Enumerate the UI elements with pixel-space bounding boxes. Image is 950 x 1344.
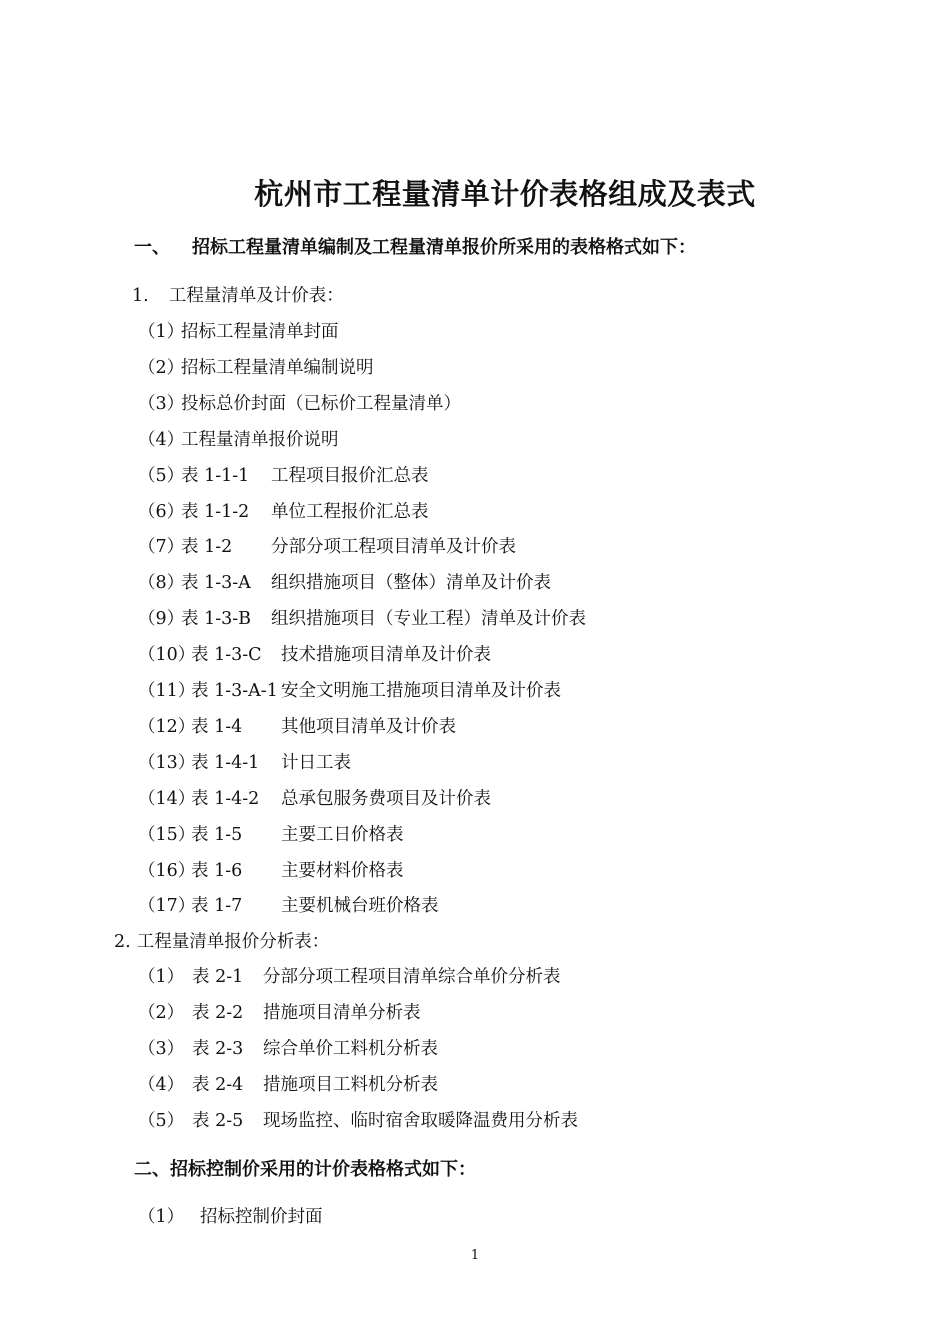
section-1-heading-text: 招标工程量清单编制及工程量清单报价所采用的表格格式如下： (192, 237, 696, 258)
item-name: 计日工表 (281, 752, 351, 773)
item-name: 现场监控、临时宿舍取暖降温费用分析表 (263, 1110, 578, 1131)
item-code: 表 2-3 (192, 1038, 244, 1059)
item-name: 技术措施项目清单及计价表 (281, 645, 491, 666)
subsection-1-heading (132, 282, 344, 307)
item-code: 表 2-1 (192, 967, 244, 987)
item-code: 表 1-3-C (191, 645, 262, 666)
list-item (138, 1035, 438, 1060)
list-item (138, 713, 456, 738)
page-number: 1 (470, 1248, 480, 1263)
section-1-heading (134, 233, 696, 259)
item-number: （9） (138, 609, 185, 630)
item-name: 分部分项工程项目清单及计价表 (271, 537, 516, 558)
item-number: （12） (138, 716, 196, 737)
item-code: 表 1-6 (191, 860, 243, 881)
item-name: 措施项目清单分析表 (263, 1002, 421, 1023)
list-item (138, 1071, 438, 1096)
item-code: 表 1-1-1 (181, 465, 250, 486)
list-item (138, 857, 404, 882)
item-number: （16） (138, 860, 196, 881)
list-item (138, 749, 351, 774)
item-code: 表 1-3-A-1 (191, 681, 278, 701)
subsection-1-num: 1. (132, 286, 149, 306)
item-code: 表 1-5 (191, 824, 243, 845)
item-name: 组织措施项目（专业工程）清单及计价表 (271, 609, 586, 630)
list-item (138, 999, 421, 1024)
list-item (138, 1203, 323, 1228)
item-name: 安全文明施工措施项目清单及计价表 (281, 681, 561, 701)
list-item (138, 1107, 578, 1132)
item-number: （7） (138, 537, 185, 558)
item-number: （14） (138, 788, 196, 809)
item-name: 工程量清单报价说明 (181, 429, 339, 450)
subsection-2-heading (114, 928, 329, 953)
item-name: 主要工日价格表 (281, 824, 404, 845)
item-name: 招标工程量清单编制说明 (181, 357, 374, 378)
item-code: 表 1-2 (181, 537, 233, 558)
item-number: （1） (138, 322, 185, 342)
item-name: 单位工程报价汇总表 (271, 501, 429, 522)
item-number: （13） (138, 752, 196, 773)
item-number: （15） (138, 824, 196, 845)
item-number: （2） (138, 1002, 185, 1023)
document-title: 杭州市工程量清单计价表格组成及表式 (254, 177, 756, 211)
item-name: 招标工程量清单封面 (181, 322, 339, 342)
item-number: （3） (138, 1038, 185, 1059)
item-name: 主要机械台班价格表 (281, 896, 439, 917)
item-number: （4） (138, 1074, 185, 1095)
item-name: 主要材料价格表 (281, 860, 404, 881)
list-item (138, 892, 439, 917)
item-name: 招标控制价封面 (200, 1207, 323, 1227)
item-number: （3） (138, 393, 185, 414)
item-code: 表 1-1-2 (181, 501, 250, 522)
list-item (138, 677, 561, 702)
list-item (138, 641, 491, 666)
item-code: 表 2-4 (192, 1074, 244, 1095)
item-number: （11） (138, 681, 196, 701)
list-item (138, 354, 374, 379)
item-code: 表 2-2 (192, 1002, 244, 1023)
item-name: 投标总价封面（已标价工程量清单） (181, 393, 461, 414)
item-code: 表 1-3-B (181, 609, 252, 630)
list-item (138, 785, 491, 810)
list-item (138, 963, 561, 988)
list-item (138, 390, 461, 415)
item-number: （5） (138, 465, 185, 486)
list-item (138, 498, 429, 523)
item-number: （8） (138, 573, 185, 594)
section-1-heading-num: 一、 (134, 237, 170, 258)
item-name: 工程项目报价汇总表 (271, 465, 429, 486)
item-code: 表 1-7 (191, 896, 243, 917)
item-name: 其他项目清单及计价表 (281, 716, 456, 737)
item-name: 分部分项工程项目清单综合单价分析表 (263, 967, 561, 987)
item-code: 表 1-4-2 (191, 788, 260, 809)
subsection-2-label: 工程量清单报价分析表： (136, 932, 330, 952)
item-name: 总承包服务费项目及计价表 (281, 788, 491, 809)
subsection-2-num: 2. (114, 932, 131, 952)
item-name: 综合单价工料机分析表 (263, 1038, 438, 1059)
item-name: 措施项目工料机分析表 (263, 1074, 438, 1095)
list-item (138, 605, 586, 630)
item-number: （5） (138, 1110, 185, 1131)
item-number: （1） (138, 967, 185, 987)
item-number: （6） (138, 501, 185, 522)
item-number: （17） (138, 896, 196, 917)
subsection-1-label: 工程量清单及计价表： (168, 286, 344, 306)
item-code: 表 2-5 (192, 1110, 244, 1131)
list-item (138, 569, 551, 594)
item-code: 表 1-4 (191, 716, 243, 737)
list-item (138, 318, 339, 343)
list-item (138, 426, 339, 451)
list-item (138, 533, 516, 558)
item-code: 表 1-4-1 (191, 752, 260, 773)
item-number: （4） (138, 429, 185, 450)
list-item (138, 462, 429, 487)
item-number: （2） (138, 357, 185, 378)
item-number: （1） (138, 1207, 185, 1227)
item-name: 组织措施项目（整体）清单及计价表 (271, 573, 551, 594)
list-item (138, 821, 404, 846)
item-number: （10） (138, 645, 196, 666)
item-code: 表 1-3-A (181, 573, 251, 594)
section-2-heading: 二、招标控制价采用的计价表格格式如下： (134, 1159, 476, 1180)
